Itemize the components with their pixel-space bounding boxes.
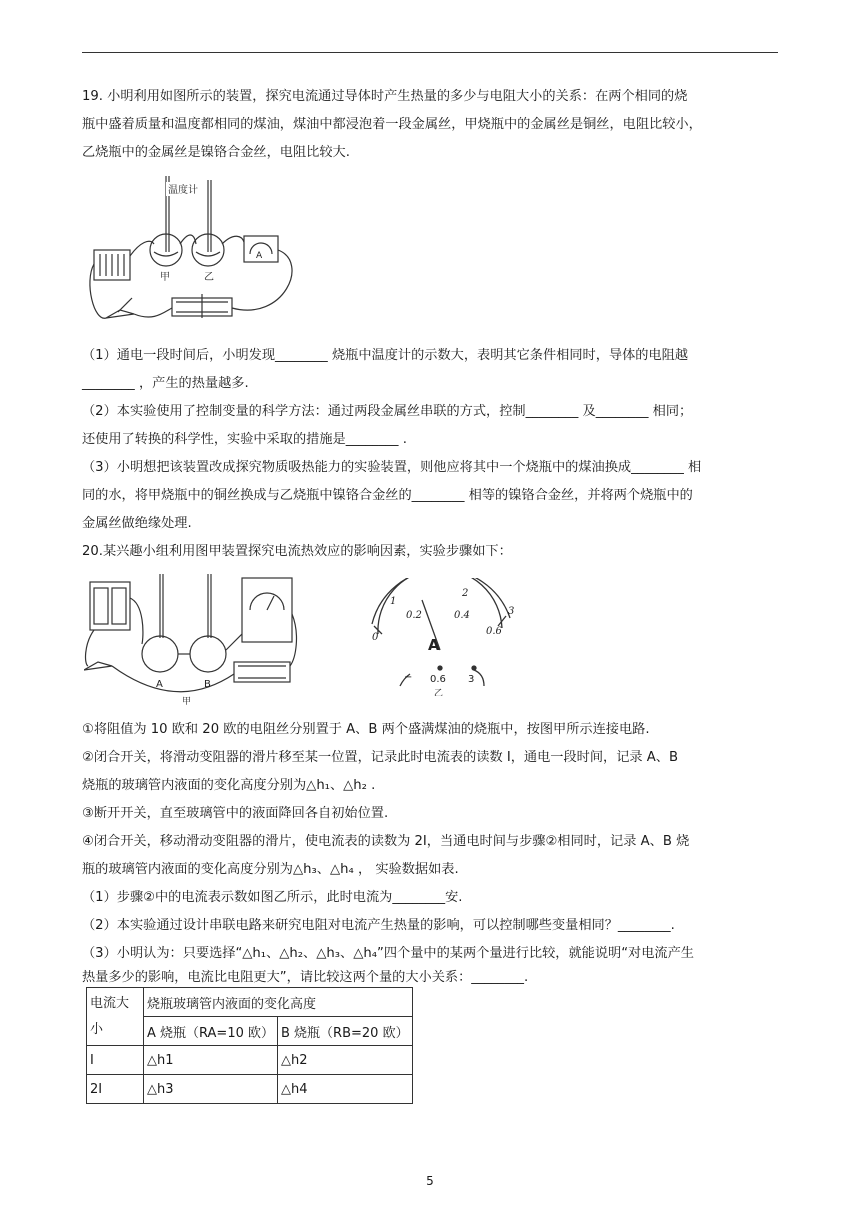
table-cell-current: I bbox=[87, 1046, 144, 1075]
header-rule bbox=[82, 52, 778, 53]
terminal-label-minus: − bbox=[404, 672, 413, 683]
flask-icon bbox=[190, 636, 226, 672]
q20-question-3-line-2: 热量多少的影响，电流比电阻更大”，请比较这两个量的大小关系：________. bbox=[82, 970, 529, 985]
table-subheader-a: A 烧瓶（RA=10 欧） bbox=[144, 1017, 278, 1046]
flask-label-yi: 乙 bbox=[204, 272, 214, 283]
q19-circuit-figure bbox=[84, 172, 310, 332]
q20-circuit-figure-a bbox=[84, 574, 300, 708]
q20-question-1: （1）步骤②中的电流表示数如图乙所示，此时电流为________安. bbox=[82, 890, 463, 905]
battery-icon bbox=[90, 582, 130, 630]
q20-question-3-line-1: （3）小明认为：只要选择“△h₁、△h₂、△h₃、△h₄”四个量中的某两个量进行比较，就能说明“对电流产生 bbox=[82, 946, 694, 961]
q19-part-line-1: （1）通电一段时间后，小明发现________ 烧瓶中温度计的示数大，表明其它条件相同时，导体的电阻越 bbox=[82, 348, 689, 363]
table-cell-a: △h1 bbox=[144, 1046, 278, 1075]
tick-label-0: 0 bbox=[372, 632, 379, 643]
table-header-current-line-1: 电流大 bbox=[90, 995, 130, 1011]
q20-step-line-4: ③断开开关，直至玻璃管中的液面降回各自初始位置. bbox=[82, 806, 389, 821]
q19-part-line-2: ________ ，产生的热量越多. bbox=[82, 376, 249, 391]
table-header-span: 烧瓶玻璃管内液面的变化高度 bbox=[144, 988, 413, 1017]
q19-part-line-7: 金属丝做绝缘处理. bbox=[82, 516, 192, 531]
q19-part-line-3: （2）本实验使用了控制变量的科学方法：通过两段金属丝串联的方式，控制________ 及________ 相同； bbox=[82, 404, 693, 419]
table-header-current-line-2: 小 bbox=[90, 1021, 104, 1037]
flask-label-jia: 甲 bbox=[160, 272, 170, 283]
ammeter-label: A bbox=[256, 251, 263, 261]
q19-line-2: 瓶中盛着质量和温度都相同的煤油，煤油中都浸泡着一段金属丝，甲烧瓶中的金属丝是铜丝，电阻比较小， bbox=[82, 117, 702, 132]
q20-intro: 20.某兴趣小组利用图甲装置探究电流热效应的影响因素，实验步骤如下： bbox=[82, 544, 512, 559]
dial-unit-label: A bbox=[428, 636, 440, 654]
tick-label-0.6: 0.6 bbox=[486, 626, 502, 637]
tick-label-0.2: 0.2 bbox=[406, 610, 422, 621]
thermometer-label: 温度计 bbox=[168, 185, 198, 196]
q20-ammeter-dial-figure bbox=[360, 578, 520, 696]
rheostat-icon bbox=[234, 662, 290, 682]
table-cell-b: △h2 bbox=[278, 1046, 413, 1075]
table-row bbox=[87, 1075, 413, 1104]
q19-line-1: 19. 小明利用如图所示的装置，探究电流通过导体时产生热量的多少与电阻大小的关系：在两个相同的烧 bbox=[82, 89, 688, 104]
figure-caption-yi: 乙 bbox=[434, 689, 444, 696]
table-subheader-b: B 烧瓶（RB=20 欧） bbox=[278, 1017, 413, 1046]
tick-label-3: 3 bbox=[508, 606, 515, 617]
q20-step-line-6: 瓶的玻璃管内液面的变化高度分别为△h₃、△h₄ ， 实验数据如表. bbox=[82, 862, 459, 877]
q19-line-3: 乙烧瓶中的金属丝是镍铬合金丝，电阻比较大. bbox=[82, 145, 350, 160]
table-cell-a: △h3 bbox=[144, 1075, 278, 1104]
q19-part-line-5: （3）小明想把该装置改成探究物质吸热能力的实验装置，则他应将其中一个烧瓶中的煤油换成________ 相 bbox=[82, 460, 702, 475]
q20-question-2: （2）本实验通过设计串联电路来研究电阻对电流产生热量的影响，可以控制哪些变量相同？________. bbox=[82, 918, 675, 933]
q20-step-line-5: ④闭合开关，移动滑动变阻器的滑片，使电流表的读数为 2I，当通电时间与步骤②相同时，记录 A、B 烧 bbox=[82, 834, 690, 849]
table-cell-current: 2I bbox=[87, 1075, 144, 1104]
terminal-label-3: 3 bbox=[468, 674, 475, 685]
tick-label-1: 1 bbox=[390, 596, 397, 607]
q19-part-line-4: 还使用了转换的科学性，实验中采取的措施是________ . bbox=[82, 432, 407, 447]
table-cell-b: △h4 bbox=[278, 1075, 413, 1104]
q20-step-line-1: ①将阻值为 10 欧和 20 欧的电阻丝分别置于 A、B 两个盛满煤油的烧瓶中，按图甲所示连接电路. bbox=[82, 722, 650, 737]
q19-part-line-6: 同的水，将甲烧瓶中的铜丝换成与乙烧瓶中镍铬合金丝的________ 相等的镍铬合金丝，并将两个烧瓶中的 bbox=[82, 488, 693, 503]
switch-icon bbox=[84, 662, 112, 670]
page-number: 5 bbox=[426, 1174, 434, 1188]
flask-label-b: B bbox=[204, 679, 211, 690]
terminal-label-0.6: 0.6 bbox=[430, 674, 446, 685]
q20-step-line-2: ②闭合开关，将滑动变阻器的滑片移至某一位置，记录此时电流表的读数 I，通电一段时间，记录 A、B bbox=[82, 750, 679, 765]
figure-caption-jia: 甲 bbox=[182, 697, 192, 707]
tick-label-0.4: 0.4 bbox=[454, 610, 470, 621]
table-row bbox=[87, 1046, 413, 1075]
switch-icon bbox=[106, 310, 134, 318]
q20-step-line-3: 烧瓶的玻璃管内液面的变化高度分别为△h₁、△h₂ . bbox=[82, 778, 376, 793]
flask-icon bbox=[142, 636, 178, 672]
flask-label-a: A bbox=[156, 679, 163, 690]
data-table bbox=[86, 987, 413, 1104]
table-header-current bbox=[87, 988, 144, 1046]
tick-label-2: 2 bbox=[462, 588, 469, 599]
